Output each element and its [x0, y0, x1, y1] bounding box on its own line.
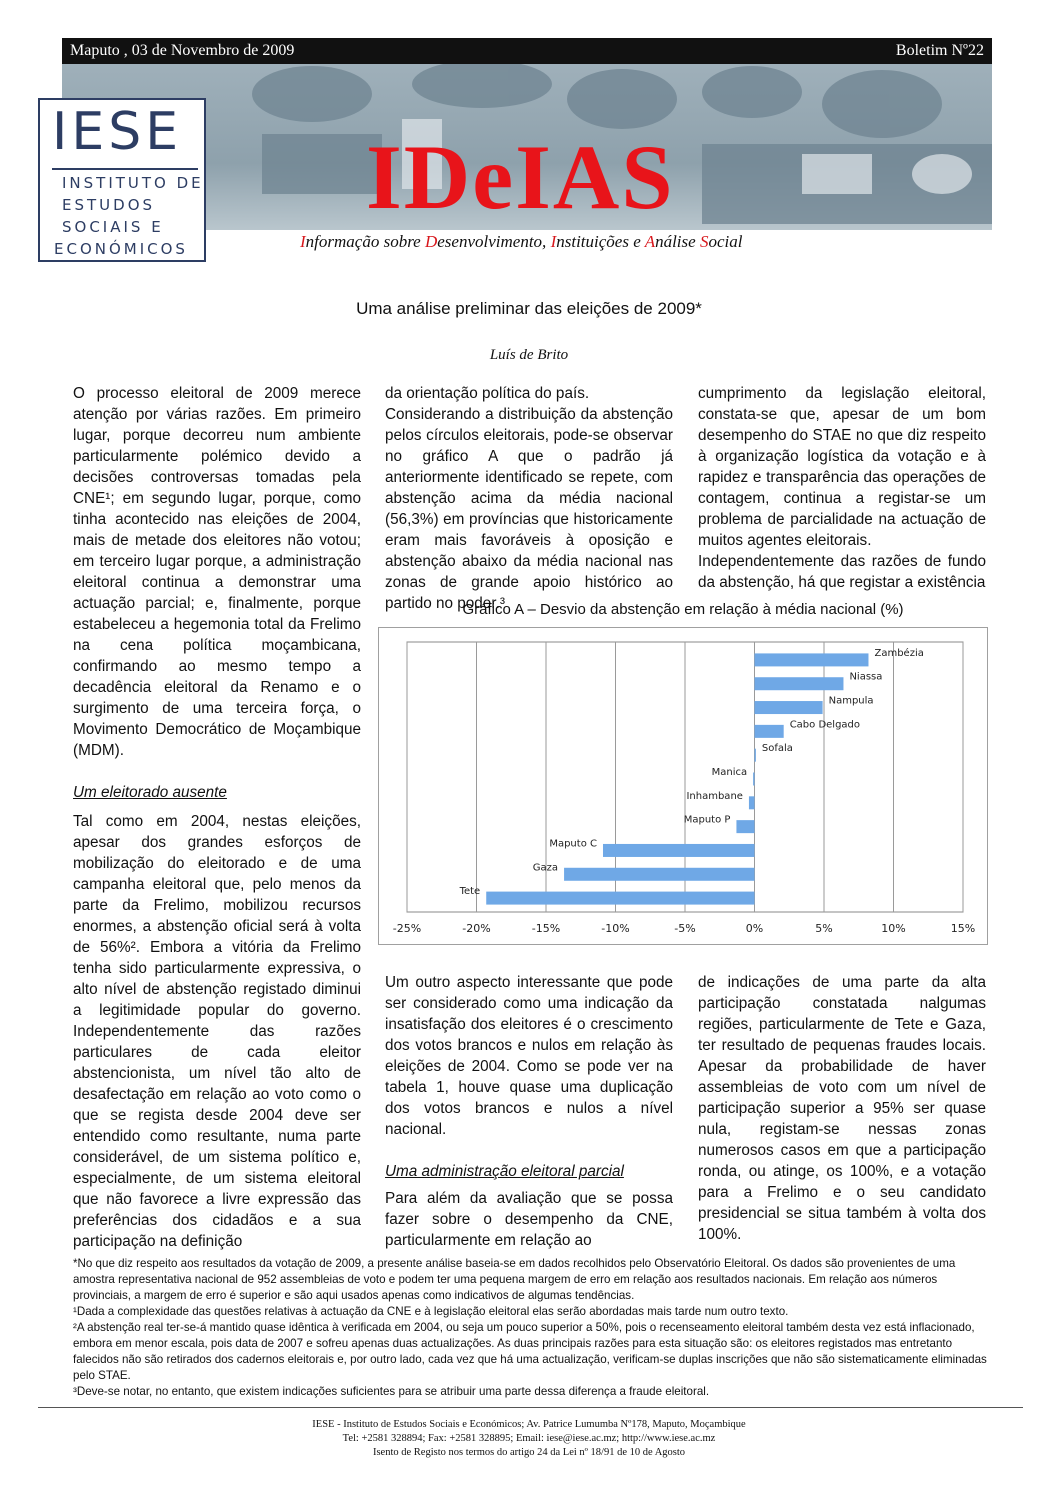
x-tick-label: -5% — [674, 922, 696, 935]
column-3-top — [698, 383, 986, 593]
bar-label: Zambézia — [874, 647, 924, 659]
x-tick-label: -20% — [462, 922, 491, 935]
bar-label: Tete — [459, 886, 481, 898]
x-tick-label: -10% — [601, 922, 630, 935]
footnotes — [73, 1256, 988, 1400]
bar — [755, 725, 784, 738]
iese-logo — [38, 98, 206, 262]
x-tick-label: 0% — [745, 922, 764, 935]
bulletin-brand: IDeIAS — [366, 126, 675, 228]
bulletin-tagline — [300, 232, 742, 252]
bar — [486, 892, 754, 905]
bar-label: Maputo P — [683, 814, 731, 826]
x-tick-label: 5% — [815, 922, 833, 935]
bar-label: Inhambane — [686, 790, 743, 802]
abstention-chart — [378, 627, 988, 945]
bar-label: Maputo C — [549, 838, 597, 850]
bar-label: Sofala — [761, 743, 793, 755]
paragraph: cumprimento da legislação eleitoral, constata-se que, apesar de um bom desempenho do STAE no que diz respeito à organização logística da votação e à rapidez e transparência das operações de contagem, continua a registar-se um problema de parcialidade na actuação de muitos agentes eleitorais. — [698, 385, 986, 549]
bar-label: Cabo Delgado — [789, 719, 861, 731]
article-title: Uma análise preliminar das eleições de 2009* — [356, 299, 702, 318]
paragraph: Considerando a distribuição da abstenção pelos círculos eleitorais, pode-se observar no gráfico A que o padrão já anteriormente identificado se repete, com abstenção acima da média nacional (56,3%) em províncias que historicamente eram mais favoráveis à oposição e abstenção abaixo da média nacional nas zonas de grande apoio histórico ao partido no poder.³ — [385, 406, 673, 612]
bar — [753, 773, 754, 786]
tagline-cap: I — [300, 232, 306, 251]
bar — [755, 749, 756, 762]
logo-acronym: IESE — [52, 102, 183, 162]
logo-line-3: SOCIAIS E — [62, 218, 164, 236]
x-tick-label: 15% — [950, 922, 976, 935]
x-tick-label: -25% — [392, 922, 422, 935]
logo-line-4: ECONÓMICOS — [54, 240, 188, 258]
tagline-text: esenvolvimento, — [437, 232, 551, 251]
bar — [564, 868, 754, 881]
footnote: ²A abstenção real ter-se-á mantido quase idêntica à verificada em 2004, ou seja um pouco superior a 50%, pois o recenseamento eleitoral também desta vez está inflacionado, embora em menor escala, pois data de 2007 e sofreu apenas duas actualizações. As duas principais razões para esta situação são: os eleitores registados mas entretanto falecidos não são retirados dos cadernos eleitorais e, por outro lado, cada vez que há uma actualização, verificam-se duplas inscrições que não são sistematicamente eliminadas pelo STAE. — [73, 1321, 987, 1382]
x-tick-label: 10% — [881, 922, 906, 935]
footer-contacts: Tel: +2581 328894; Fax: +2581 328895; Email: iese@iese.ac.mz; http://www.iese.ac.mz — [342, 1433, 716, 1444]
footer-divider — [38, 1407, 1023, 1408]
paragraph: de indicações de uma parte da alta participação constatada nalgumas regiões, particularmente de Tete e Gaza, ter resultado de pequenas fraudes locais. Apesar da probabilidade de haver assembleias de voto com um nível de participação superior a 95% ser quase nula, registam-se nessas zonas numerosos casos em que a participação ronda, ou atinge, os 100%, e a votação para a Frelimo e o seu candidato presidencial se situa também à volta dos 100%. — [698, 974, 986, 1243]
section-heading: Um eleitorado ausente — [73, 784, 227, 801]
footnote: ¹Dada a complexidade das questões relativas à actuação da CNE e à legislação eleitoral elas serão abordadas mais tarde num outro texto. — [73, 1305, 789, 1318]
article-author: Luís de Brito — [489, 347, 569, 363]
bar — [755, 677, 844, 690]
bar-label: Gaza — [532, 862, 559, 874]
tagline-cap: S — [699, 232, 709, 251]
x-tick-label: -15% — [531, 922, 561, 935]
footer-registration: Isento de Registo nos termos do artigo 24 da Lei nº 18/91 de 10 de Agosto — [372, 1447, 686, 1458]
bar-label: Manica — [711, 767, 748, 778]
chart-title: Gráfico A – Desvio da abstenção em relação à média nacional (%) — [462, 601, 904, 618]
section-heading: Uma administração eleitoral parcial — [385, 1163, 624, 1180]
bar — [749, 796, 755, 809]
column-2-bottom — [385, 972, 673, 1251]
paragraph: Para além da avaliação que se possa fazer sobre o desempenho da CNE, particularmente em relação ao — [385, 1190, 673, 1249]
issue-date: Maputo , 03 de Novembro de 2009 — [70, 42, 295, 59]
top-bar — [62, 38, 992, 64]
paragraph: da orientação política do país. — [385, 385, 590, 402]
footer-address: IESE - Instituto de Estudos Sociais e Económicos; Av. Patrice Lumumba Nº178, Maputo, Moçambique — [312, 1419, 746, 1430]
footnote: *No que diz respeito aos resultados da votação de 2009, a presente análise baseia-se em dados recolhidos pelo Observatório Eleitoral. Os dados são provenientes de uma amostra representativa nacional de 952 assembleias de voto e podem ter uma pequena margem de erro em relação aos resultados nacionais. Em relação aos números provinciais, a margem de erro é superior e são aqui usados apenas como indicativos de algumas tendências. — [73, 1257, 956, 1302]
tagline-cap: I — [550, 232, 557, 251]
column-1 — [73, 383, 361, 1252]
tagline-cap: D — [424, 232, 438, 251]
bar — [736, 820, 754, 833]
footnote: ³Deve-se notar, no entanto, que existem indicações suficientes para se atribuir uma parte dessa diferença a fraude eleitoral. — [73, 1385, 710, 1398]
bar — [755, 653, 869, 666]
tagline-text: nálise — [655, 232, 700, 251]
page-footer — [0, 1418, 1058, 1460]
issue-number: Boletim Nº22 — [895, 42, 984, 59]
logo-divider — [52, 168, 198, 170]
paragraph: O processo eleitoral de 2009 merece atenção por várias razões. Em primeiro lugar, porque decorreu num ambiente particularmente polémico devido a decisões controversas tomadas pela CNE¹; em segundo lugar, porque, como tinha acontecido nas eleições de 2004, mais de metade dos eleitores não votou; em terceiro lugar porque, a administração eleitoral continua a demonstrar uma actuação parcial; e, finalmente, porque estabeleceu a hegemonia total da Frelimo na cena política moçambicana, confirmando ao mesmo tempo a decadência eleitoral da Renamo e o surgimento de uma terceira força, o Movimento Democrático de Moçambique (MDM). — [73, 385, 361, 759]
paragraph: Tal como em 2004, nestas eleições, apesar dos grandes esforços de mobilização do eleitorado e de uma campanha eleitoral que, pelo menos da parte da Frelimo, mobilizou recursos enormes, a abstenção oficial será à volta de 56%². Embora a vitória da Frelimo tenha sido particularmente expressiva, o alto nível de abstenção registado diminui a legitimidade popular do governo. Independentemente das razões particulares de cada eleitor abstencionista, um nível tão alto de desafectação em relação ao voto como o que se regista desde 2004 deve ser entendido como resultante, numa parte considerável, de um sistema político e, especialmente, de um sistema eleitoral que não favorece a livre expressão das preferências dos cidadãos e a sua participação na definição — [73, 813, 361, 1250]
column-3-bottom — [698, 972, 986, 1245]
tagline-text: nformação sobre — [305, 232, 425, 251]
tagline-text: ocial — [708, 232, 743, 251]
bar-label: Niassa — [849, 671, 883, 683]
paragraph: Independentemente das razões de fundo da abstenção, há que registar a existência — [698, 553, 986, 591]
bar — [755, 701, 823, 714]
bar — [603, 844, 755, 857]
chart-canvas — [379, 628, 987, 944]
paragraph: Um outro aspecto interessante que pode ser considerado como uma indicação da insatisfação dos eleitores é o crescimento dos votos brancos e nulos em relação às eleições de 2004. Como se pode ver na tabela 1, houve quase uma duplicação dos votos brancos e nulos a nível nacional. — [385, 974, 673, 1138]
bar-label: Nampula — [828, 695, 874, 707]
tagline-text: nstituições e — [556, 232, 645, 251]
logo-line-2: ESTUDOS — [62, 196, 156, 214]
tagline-cap: A — [644, 232, 656, 251]
column-2-top — [385, 383, 673, 614]
logo-line-1: INSTITUTO DE — [62, 174, 204, 192]
